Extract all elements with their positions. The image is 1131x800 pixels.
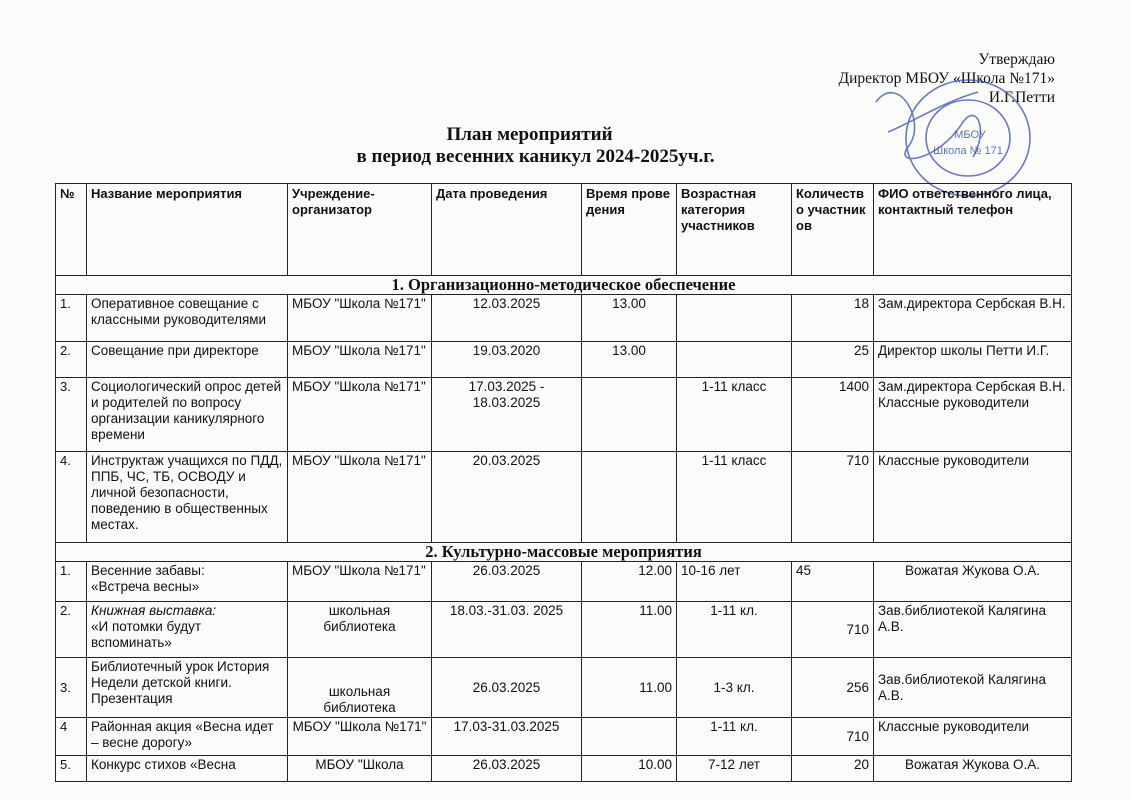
cell-org: МБОУ "Школа №171": [288, 342, 432, 378]
section-title: 2. Культурно-массовые мероприятия: [56, 543, 1072, 562]
approval-line-2: Директор МБОУ «Школа №171»: [838, 70, 1055, 87]
cell-age: [677, 342, 792, 378]
table-row: [56, 718, 1072, 756]
cell-age: 1-11 кл.: [677, 602, 792, 658]
cell-org: МБОУ "Школа №171": [288, 452, 432, 543]
cell-num: 4.: [56, 452, 87, 543]
cell-time: [582, 718, 677, 756]
cell-resp: Классные руководители: [874, 452, 1072, 543]
header-age: Возрастная категория участников: [677, 184, 792, 276]
cell-num: 1.: [56, 562, 87, 602]
cell-date: 19.03.2020: [432, 342, 582, 378]
approval-line-3: И.Г.Петти: [988, 89, 1055, 106]
cell-date: 26.03.2025: [432, 756, 582, 782]
cell-date: 26.03.2025: [432, 562, 582, 602]
page-title: План мероприятий: [446, 124, 613, 145]
cell-num: 3.: [56, 378, 87, 452]
table-header-row: [56, 184, 1072, 276]
cell-name: Совещание при директоре: [87, 342, 288, 378]
cell-age: 10-16 лет: [677, 562, 792, 602]
table-row: [56, 378, 1072, 452]
page-subtitle: в период весенних каникул 2024-2025уч.г.: [356, 146, 715, 167]
cell-num: 2.: [56, 342, 87, 378]
cell-time: [582, 378, 677, 452]
cell-org: МБОУ "Школа №171": [288, 718, 432, 756]
cell-age: 1-11 класс: [677, 452, 792, 543]
approval-block: [839, 50, 1055, 107]
table-row: [56, 342, 1072, 378]
cell-num: 3.: [56, 658, 87, 718]
cell-count: 710: [792, 718, 874, 756]
cell-time: 13.00: [582, 342, 677, 378]
header-resp: ФИО ответственного лица, контактный телефон: [874, 184, 1072, 276]
cell-org: МБОУ "Школа №171": [288, 562, 432, 602]
section-row: [56, 276, 1072, 295]
cell-name: Социологический опрос детей и родителей по вопросу организации каникулярного времени: [87, 378, 288, 452]
table-row: [56, 562, 1072, 602]
cell-name-line: Весенние забавы:: [91, 563, 205, 578]
cell-num: 5.: [56, 756, 87, 782]
cell-resp: Классные руководители: [874, 718, 1072, 756]
cell-resp: Вожатая Жукова О.А.: [874, 756, 1072, 782]
events-table: [55, 183, 1072, 782]
section-title: 1. Организационно-методическое обеспечение: [56, 276, 1072, 295]
cell-date: 12.03.2025: [432, 295, 582, 342]
cell-date: 17.03-31.03.2025: [432, 718, 582, 756]
cell-name: Оперативное совещание с классными руководителями: [87, 295, 288, 342]
cell-date: 18.03.-31.03. 2025: [432, 602, 582, 658]
cell-name-line: «И потомки будут вспоминать»: [91, 619, 202, 650]
cell-time: [582, 452, 677, 543]
table-row: [56, 756, 1072, 782]
cell-resp: Зав.библиотекой Калягина А.В.: [874, 602, 1072, 658]
cell-num: 4: [56, 718, 87, 756]
cell-count: 710: [792, 452, 874, 543]
cell-date: 17.03.2025 - 18.03.2025: [432, 378, 582, 452]
header-count: Количество участников: [792, 184, 874, 276]
cell-date: 20.03.2025: [432, 452, 582, 543]
cell-age: 7-12 лет: [677, 756, 792, 782]
cell-resp: Зав.библиотекой Калягина А.В.: [874, 658, 1072, 718]
cell-time: 10.00: [582, 756, 677, 782]
stamp-school-text: Школа № 171: [933, 145, 1003, 157]
cell-org: МБОУ "Школа №171": [288, 378, 432, 452]
cell-name: Библиотечный урок История Недели детской книги. Презентация: [87, 658, 288, 718]
header-num: №: [56, 184, 87, 276]
header-org: Учреждение-организатор: [288, 184, 432, 276]
cell-age: [677, 295, 792, 342]
cell-resp: Зам.директора Сербская В.Н.: [874, 295, 1072, 342]
cell-time: 11.00: [582, 602, 677, 658]
cell-name: [87, 602, 288, 658]
approval-line-1: Утверждаю: [978, 51, 1055, 68]
header-name: Название мероприятия: [87, 184, 288, 276]
cell-resp-line: Классные руководители: [878, 395, 1029, 410]
section-row: [56, 543, 1072, 562]
header-time: Время проведения: [582, 184, 677, 276]
cell-name-line: «Встреча весны»: [91, 579, 200, 594]
cell-org: школьная библиотека: [288, 658, 432, 718]
cell-name: Инструктаж учащихся по ПДД, ППБ, ЧС, ТБ, ОСВОДУ и личной безопасности, поведению в общественных местах.: [87, 452, 288, 543]
cell-date: 26.03.2025: [432, 658, 582, 718]
cell-time: 11.00: [582, 658, 677, 718]
cell-age: 1-3 кл.: [677, 658, 792, 718]
cell-age: 1-11 класс: [677, 378, 792, 452]
header-date: Дата проведения: [432, 184, 582, 276]
cell-resp: Директор школы Петти И.Г.: [874, 342, 1072, 378]
cell-resp-line: Зам.директора Сербская В.Н.: [878, 379, 1066, 394]
cell-num: 2.: [56, 602, 87, 658]
cell-count: 710: [792, 602, 874, 658]
table-row: [56, 602, 1072, 658]
cell-name: [87, 562, 288, 602]
cell-num: 1.: [56, 295, 87, 342]
cell-age: 1-11 кл.: [677, 718, 792, 756]
cell-resp: Вожатая Жукова О.А.: [874, 562, 1072, 602]
cell-resp: [874, 378, 1072, 452]
cell-time: 12.00: [582, 562, 677, 602]
cell-name-line: Книжная выставка:: [91, 603, 217, 618]
cell-count: 1400: [792, 378, 874, 452]
stamp-org-text: МБОУ: [954, 129, 986, 141]
cell-count: 25: [792, 342, 874, 378]
table-row: [56, 295, 1072, 342]
cell-count: 20: [792, 756, 874, 782]
cell-time: 13.00: [582, 295, 677, 342]
cell-count: 18: [792, 295, 874, 342]
cell-count: 45: [792, 562, 874, 602]
cell-org: школьная библиотека: [288, 602, 432, 658]
table-row: [56, 658, 1072, 718]
cell-org: МБОУ "Школа: [288, 756, 432, 782]
cell-org: МБОУ "Школа №171": [288, 295, 432, 342]
cell-count: 256: [792, 658, 874, 718]
table-row: [56, 452, 1072, 543]
cell-name: Конкурс стихов «Весна: [87, 756, 288, 782]
cell-name: Районная акция «Весна идет – весне дорогу»: [87, 718, 288, 756]
